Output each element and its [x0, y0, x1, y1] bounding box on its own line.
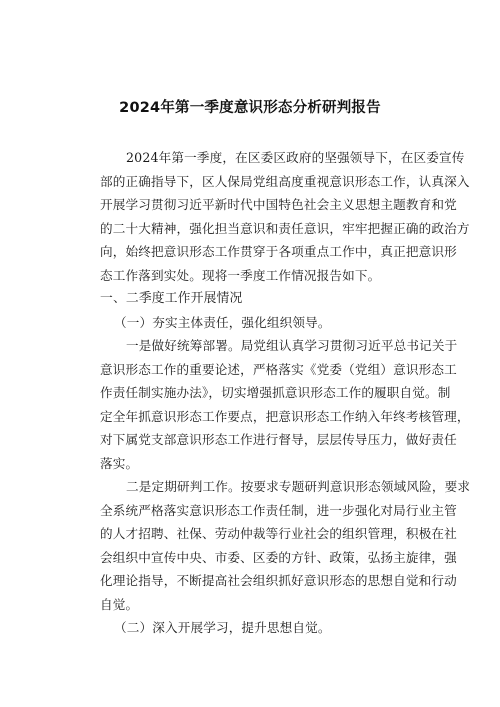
paragraph-line: 对下属党支部意识形态工作进行督导，层层传导压力，做好责任 [100, 432, 457, 447]
paragraph-line: 作责任制实施办法》，切实增强抓意识形态工作的履职自觉。制 [100, 385, 451, 400]
paragraph-line: 部的正确指导下，区人保局党组高度重视意识形态工作，认真深入 [100, 173, 470, 189]
paragraph-line: 一是做好统筹部署。局党组认真学习贯彻习近平总书记关于 [126, 338, 458, 353]
paragraph-line: 化理论指导，不断提高社会组织抓好意识形态的思想自觉和行动 [100, 573, 457, 588]
section-heading: 一、二季度工作开展情况 [100, 291, 243, 306]
paragraph-line: 会组织中宣传中央、市委、区委的方针、政策，弘扬主旋律，强 [100, 549, 457, 565]
paragraph-line: 2024年第一季度，在区委区政府的坚强领导下，在区委宣传 [126, 150, 465, 165]
paragraph-line: 向，始终把意识形态工作贯穿于各项重点工作中，真正把意识形 [100, 244, 457, 259]
paragraph-line: 的二十大精神，强化担当意识和责任意识，牢牢把握正确的政治方 [100, 220, 470, 236]
document-body [100, 146, 471, 640]
paragraph-line: 的人才招聘、社保、劳动仲裁等行业社会的组织管理，积极在社 [100, 526, 457, 541]
paragraph-line: 自觉。 [100, 596, 139, 612]
paragraph-line: 落实。 [100, 455, 139, 471]
paragraph-line: （一）夯实主体责任，强化组织领导。 [114, 314, 331, 330]
paragraph-line: 二是定期研判工作。按要求专题研判意识形态领域风险，要求 [126, 479, 471, 494]
paragraph-line: 态工作落到实处。现将一季度工作情况报告如下。 [100, 267, 381, 283]
paragraph-line: 开展学习贯彻习近平新时代中国特色社会主义思想主题教育和党 [100, 197, 457, 212]
paragraph-line: 定全年抓意识形态工作要点，把意识形态工作纳入年终考核管理， [100, 408, 470, 424]
paragraph-line: 全系统严格落实意识形态工作责任制，进一步强化对局行业主管 [100, 502, 457, 518]
paragraph-line: （二）深入开展学习，提升思想自觉。 [114, 620, 331, 635]
paragraph-line: 意识形态工作的重要论述，严格落实《党委（党组）意识形态工 [100, 361, 457, 377]
document-title: 2024年第一季度意识形态分析研判报告 [119, 100, 381, 116]
